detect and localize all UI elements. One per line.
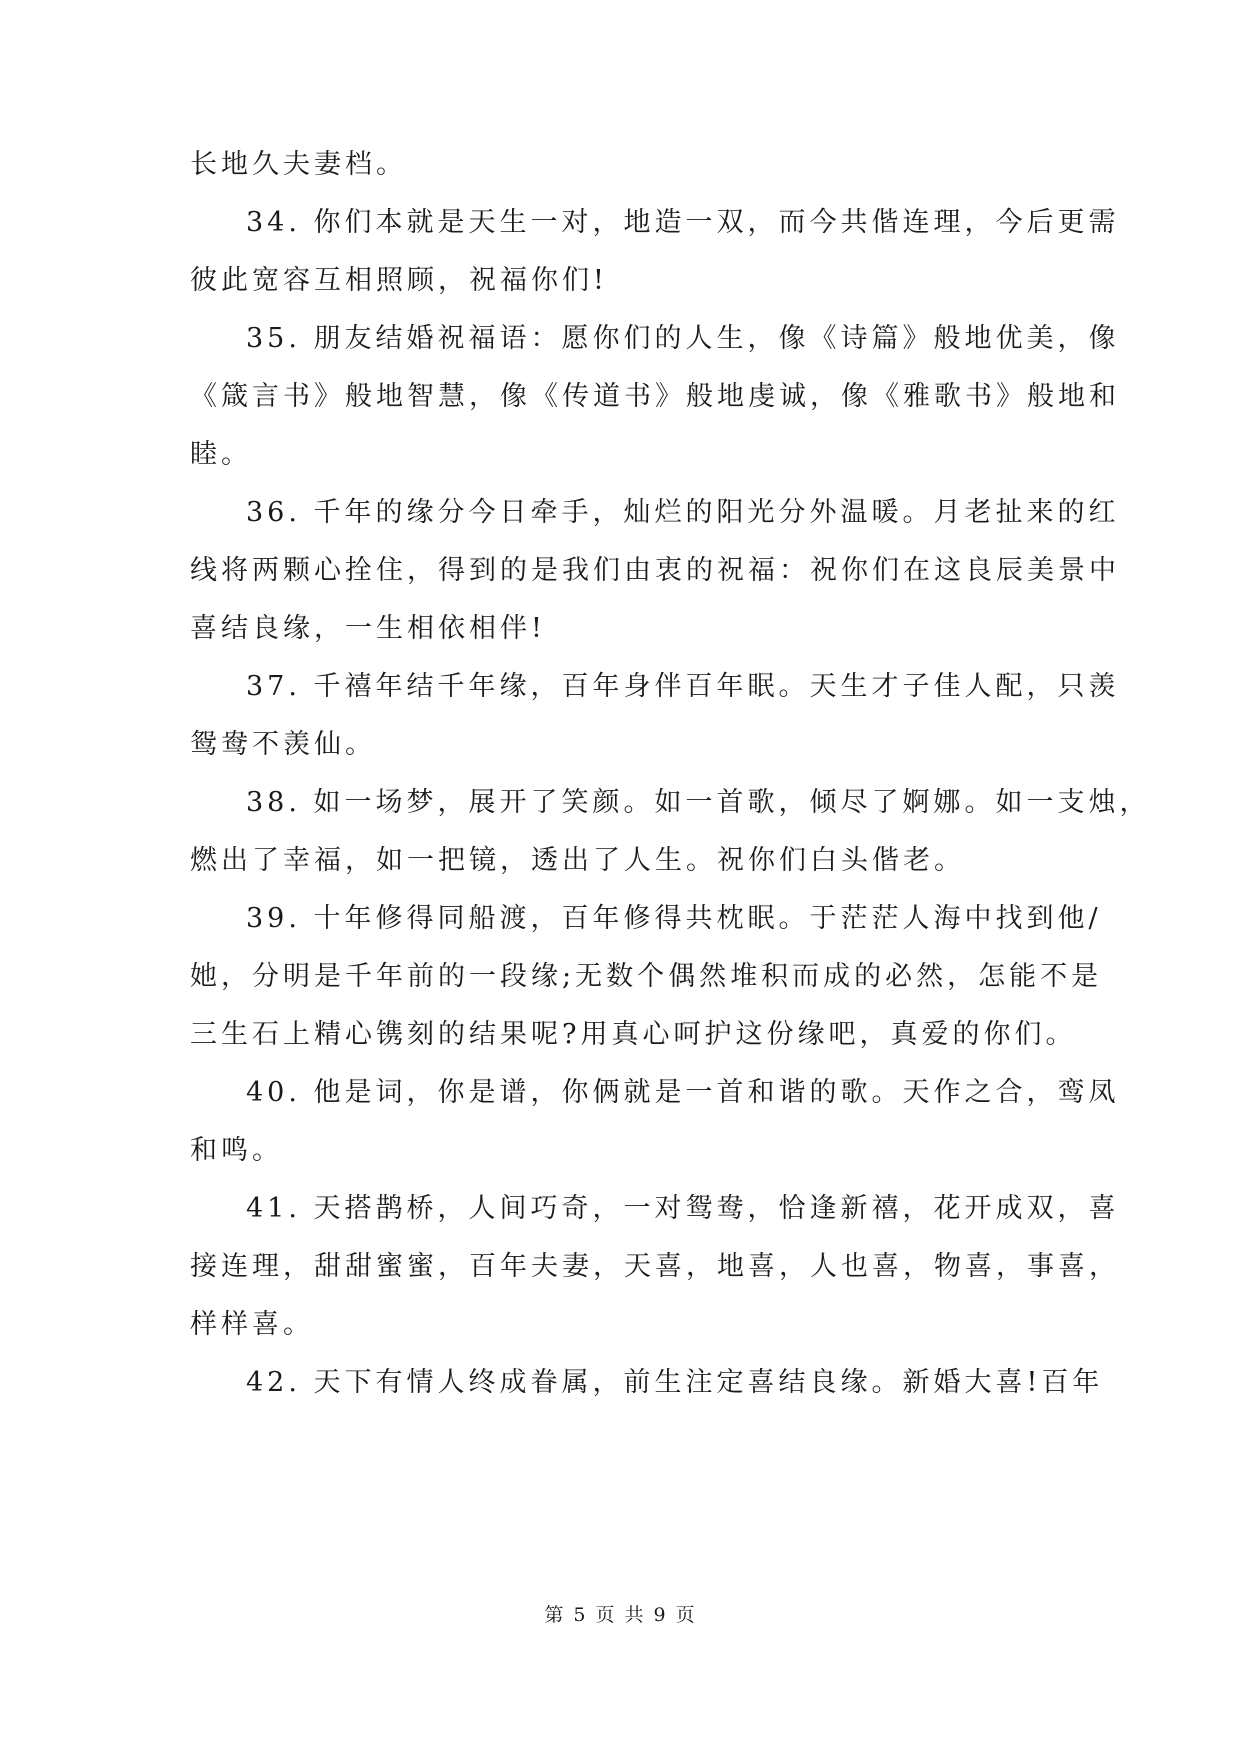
text-line: 喜结良缘，一生相依相伴!	[190, 613, 546, 644]
text-line: 样样喜。	[190, 1309, 314, 1340]
text-line: 鸳鸯不羡仙。	[190, 729, 376, 760]
text-line: 燃出了幸福，如一把镜，透出了人生。祝你们白头偕老。	[190, 845, 965, 876]
text-line: 长地久夫妻档。	[190, 149, 407, 180]
text-line: 41. 天搭鹊桥，人间巧奇，一对鸳鸯，恰逢新禧，花开成双，喜	[246, 1193, 1120, 1224]
text-line: 彼此宽容互相照顾，祝福你们!	[190, 265, 608, 296]
text-line: 40. 他是词，你是谱，你俩就是一首和谐的歌。天作之合，鸾凤	[246, 1077, 1120, 1108]
page-footer: 第 5 页 共 9 页	[544, 1604, 697, 1626]
text-line: 线将两颗心拴住，得到的是我们由衷的祝福：祝你们在这良辰美景中	[190, 555, 1120, 586]
text-line: 37. 千禧年结千年缘，百年身伴百年眠。天生才子佳人配，只羡	[246, 671, 1120, 702]
text-line: 《箴言书》般地智慧，像《传道书》般地虔诚，像《雅歌书》般地和	[190, 381, 1120, 412]
text-line: 她，分明是千年前的一段缘;无数个偶然堆积而成的必然，怎能不是	[190, 961, 1103, 992]
text-line: 睦。	[190, 439, 252, 470]
text-line: 35. 朋友结婚祝福语：愿你们的人生，像《诗篇》般地优美，像	[246, 323, 1120, 354]
text-line: 36. 千年的缘分今日牵手，灿烂的阳光分外温暖。月老扯来的红	[246, 497, 1120, 528]
text-line: 39. 十年修得同船渡，百年修得共枕眠。于茫茫人海中找到他/	[246, 903, 1102, 934]
text-line: 42. 天下有情人终成眷属，前生注定喜结良缘。新婚大喜!百年	[246, 1367, 1104, 1398]
text-line: 接连理，甜甜蜜蜜，百年夫妻，天喜，地喜，人也喜，物喜，事喜，	[190, 1251, 1120, 1282]
text-line: 三生石上精心镌刻的结果呢?用真心呵护这份缘吧，真爱的你们。	[190, 1019, 1077, 1050]
text-line: 38. 如一场梦，展开了笑颜。如一首歌，倾尽了婀娜。如一支烛，	[246, 787, 1151, 818]
text-line: 34. 你们本就是天生一对，地造一双，而今共偕连理，今后更需	[246, 207, 1120, 238]
text-line: 和鸣。	[190, 1135, 283, 1166]
